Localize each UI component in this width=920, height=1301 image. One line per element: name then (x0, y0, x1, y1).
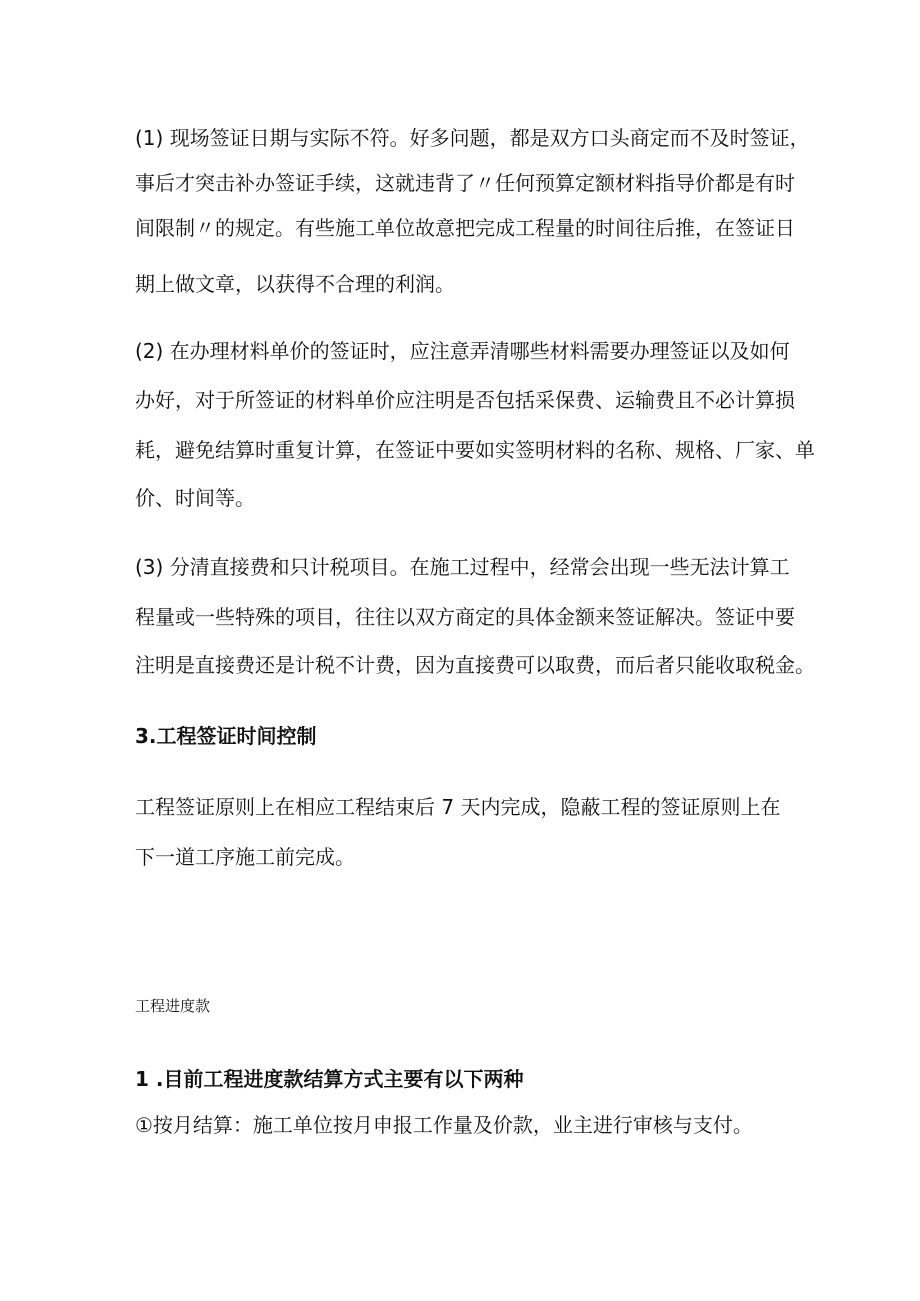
para3-line3: 注明是直接费还是计税不计费，因为直接费可以取费，而后者只能收取税金。 (135, 653, 815, 677)
progress-payment-title: 工程进度款 (135, 997, 211, 1015)
para1-line3: 间限制〃的规定。有些施工单位故意把完成工程量的时间往后推，在签证日 (135, 216, 795, 240)
progress-payment-item1: ①按月结算：施工单位按月申报工作量及价款，业主进行审核与支付。 (135, 1113, 753, 1137)
para3-line2: 程量或一些特殊的项目，往往以双方商定的具体金额来签证解决。签证中要 (135, 605, 795, 629)
section3-heading: 3.工程签证时间控制 (135, 724, 317, 748)
para2-line2: 办好，对于所签证的材料单价应注明是否包括采保费、运输费且不必计算损 (135, 388, 795, 412)
para1-line4: 期上做文章，以获得不合理的利润。 (135, 272, 455, 296)
section3-line1: 工程签证原则上在相应工程结束后 7 天内完成，隐蔽工程的签证原则上在 (135, 795, 781, 819)
para2-line3: 耗，避免结算时重复计算，在签证中要如实签明材料的名称、规格、厂家、单 (135, 438, 815, 462)
para1-line1: (1) 现场签证日期与实际不符。好多问题，都是双方口头商定而不及时签证， (135, 126, 810, 150)
para2-line1: (2) 在办理材料单价的签证时，应注意弄清哪些材料需要办理签证以及如何 (135, 339, 790, 363)
para2-line4: 价、时间等。 (135, 486, 255, 510)
progress-payment-heading: 1 .目前工程进度款结算方式主要有以下两种 (135, 1067, 524, 1091)
para3-line1: (3) 分清直接费和只计税项目。在施工过程中，经常会出现一些无法计算工 (135, 555, 790, 579)
section3-line2: 下一道工序施工前完成。 (135, 845, 355, 869)
para1-line2: 事后才突击补办签证手续，这就违背了〃任何预算定额材料指导价都是有时 (135, 171, 795, 195)
